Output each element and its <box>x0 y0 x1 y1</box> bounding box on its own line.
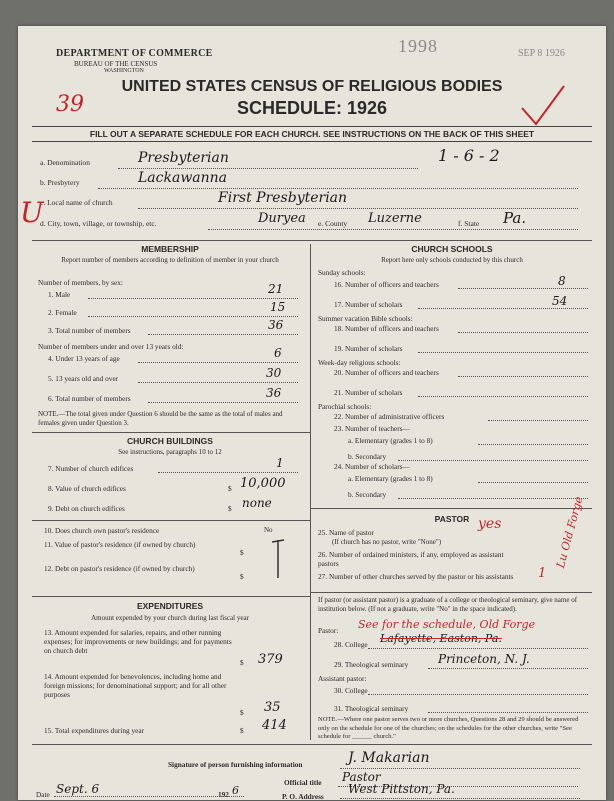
buildings-sub: See instructions, paragraphs 10 to 12 <box>118 448 222 456</box>
schools-sub: Report here only schools conducted by this church <box>381 256 523 264</box>
q18-label: 18. Number of officers and teachers <box>334 324 439 333</box>
age-label: Number of members under and over 13 years old: <box>38 342 184 351</box>
q2-value[interactable]: 15 <box>270 300 286 314</box>
schedule-title: SCHEDULE: 1926 <box>236 98 388 118</box>
q22-label: 22. Number of administrative officers <box>334 412 445 421</box>
q14-dollar: $ <box>240 708 244 717</box>
date-value[interactable]: Sept. 6 <box>56 782 100 796</box>
q14-value[interactable]: 35 <box>264 700 281 715</box>
q26-label: 26. Number of ordained ministers, if any, employed as assistant pastors <box>318 550 504 568</box>
assistant-label: Assistant pastor: <box>318 674 367 683</box>
date-label: Date <box>36 790 50 799</box>
q23a-label: a. Elementary (grades 1 to 8) <box>348 436 433 445</box>
stamp-number: 1998 <box>398 36 438 56</box>
year-label: 192 <box>218 790 229 799</box>
q21-label: 21. Number of scholars <box>334 388 403 397</box>
q15-dollar: $ <box>240 726 244 735</box>
q16-value[interactable]: 8 <box>558 274 566 288</box>
official-title-label: Official title <box>284 778 322 787</box>
q29-label: 29. Theological seminary <box>334 660 409 669</box>
presbytery-label: b. Presbytery <box>40 178 80 187</box>
q20-label: 20. Number of officers and teachers <box>334 368 439 377</box>
denomination-label: a. Denomination <box>40 158 90 167</box>
city-field-label: d. City, town, village, or township, etc. <box>40 219 157 228</box>
buildings-heading: CHURCH BUILDINGS <box>127 436 213 446</box>
q9-label: 9. Debt on church edifices <box>48 504 125 513</box>
year-digit[interactable]: 6 <box>232 784 239 797</box>
q25-label: 25. Name of pastor <box>318 528 374 537</box>
code-note: 1 - 6 - 2 <box>438 146 500 165</box>
county-label: e. County <box>318 219 348 228</box>
q15-value[interactable]: 414 <box>262 718 287 733</box>
q13-label: 13. Amount expended for salaries, repairs, and other running expenses; for improvements or new buildings; and for payments on church debt <box>44 628 232 655</box>
address-label: P. O. Address <box>282 792 324 801</box>
q24-label: 24. Number of scholars— <box>334 462 410 471</box>
membership-sub: Report number of members according to definition of member in your church <box>61 256 279 264</box>
q19-label: 19. Number of scholars <box>334 344 403 353</box>
pastor-note-text: NOTE.—Where one pastor serves two or more churches, Questions 28 and 29 should be answered only on the schedule for one of the churches; on the schedules for the other churches, write "See schedule for ______ church." <box>318 716 579 740</box>
county-value[interactable]: Luzerne <box>368 211 422 226</box>
q5-value[interactable]: 30 <box>266 366 282 380</box>
city-label: WASHINGTON <box>104 68 144 74</box>
membership-heading: MEMBERSHIP <box>141 244 199 254</box>
q11-dollar: $ <box>240 548 244 557</box>
q12-label: 12. Debt on pastor's residence (if owned by church) <box>44 564 195 573</box>
q5-label: 5. 13 years old and over <box>48 374 119 383</box>
received-stamp: SEP 8 1926 <box>518 48 565 59</box>
q27-label: 27. Number of other churches served by the pastor or his assistants <box>318 572 514 581</box>
q3-label: 3. Total number of members <box>48 326 131 335</box>
q31-label: 31. Theological seminary <box>334 704 409 713</box>
margin-code: U <box>20 196 44 229</box>
pastor-label: Pastor: <box>318 626 339 635</box>
census-form <box>18 26 606 800</box>
by-sex-label: Number of members, by sex: <box>38 278 123 287</box>
q10-label: 10. Does church own pastor's residence <box>44 526 160 535</box>
address-value[interactable]: West Pittston, Pa. <box>348 782 455 796</box>
q1-label: 1. Male <box>48 290 71 299</box>
q23-label: 23. Number of teachers— <box>334 424 410 433</box>
denomination-value[interactable]: Presbyterian <box>138 150 229 166</box>
q12-dollar: $ <box>240 572 244 581</box>
membership-note: NOTE.—The total given under Question 6 should be the same as the total of males and females given under Question 3. <box>38 410 283 427</box>
q2-label: 2. Female <box>48 308 77 317</box>
expenditures-sub: Amount expended by your church during last fiscal year <box>91 614 249 622</box>
q24a-label: a. Elementary (grades 1 to 8) <box>348 474 433 483</box>
schools-heading: CHURCH SCHOOLS <box>411 244 493 254</box>
q6-value[interactable]: 36 <box>266 386 282 400</box>
q4-value[interactable]: 6 <box>274 346 282 360</box>
college-note: If pastor (or assistant pastor) is a graduate of a college or theological seminary, give name of institution below. (If not a graduate, write "No" in the space indicated). <box>318 596 578 613</box>
q10-value[interactable]: No <box>264 526 273 534</box>
q6-label: 6. Total number of members <box>48 394 131 403</box>
side-note: Lu Old Forge <box>554 495 586 570</box>
q30-label: 30. College <box>334 686 368 695</box>
expenditures-heading: EXPENDITURES <box>136 601 204 611</box>
signature-value[interactable]: J. Makarian <box>348 750 430 766</box>
q4-label: 4. Under 13 years of age <box>48 354 120 363</box>
instruction-banner: FILL OUT A SEPARATE SCHEDULE FOR EACH CHURCH. SEE INSTRUCTIONS ON THE BACK OF THIS SHEET <box>32 126 592 142</box>
q17-value[interactable]: 54 <box>552 294 568 308</box>
state-value[interactable]: Pa. <box>503 209 527 227</box>
church-name-value[interactable]: First Presbyterian <box>218 190 348 206</box>
q9-value[interactable]: none <box>242 496 272 510</box>
q23b-label: b. Secondary <box>348 452 387 461</box>
q24b-label: b. Secondary <box>348 490 387 499</box>
q28-label: 28. College <box>334 640 368 649</box>
q16-label: 16. Number of officers and teachers <box>334 280 439 289</box>
parochial-label: Parochial schools: <box>318 402 372 411</box>
q25-value[interactable]: yes <box>478 516 502 532</box>
q9-dollar: $ <box>228 504 232 513</box>
q17-label: 17. Number of scholars <box>334 300 403 309</box>
q25-sub: (If church has no pastor, write "None") <box>332 538 442 546</box>
q7-value[interactable]: 1 <box>276 456 284 470</box>
pastor-note: See for the schedule, Old Forge <box>358 618 536 631</box>
q29-value[interactable]: Princeton, N. J. <box>438 652 530 666</box>
q11-label: 11. Value of pastor's residence (if owned by church) <box>44 540 196 549</box>
q7-label: 7. Number of church edifices <box>48 464 134 473</box>
dash-mark-icon <box>268 534 288 584</box>
q13-value[interactable]: 379 <box>258 652 283 667</box>
check-mark-icon <box>518 80 568 130</box>
q8-label: 8. Value of church edifices <box>48 484 126 493</box>
signature-label: Signature of person furnishing information <box>168 760 303 769</box>
city-value[interactable]: Duryea <box>258 211 306 226</box>
bureau-label: BUREAU OF THE CENSUS <box>74 60 158 68</box>
sunday-label: Sunday schools: <box>318 268 366 277</box>
state-label: f. State <box>458 219 480 228</box>
pastor-heading: PASTOR <box>434 514 470 524</box>
q15-label: 15. Total expenditures during year <box>44 726 145 735</box>
church-name-label: c. Local name of church <box>40 198 113 207</box>
q27-value[interactable]: 1 <box>538 566 547 581</box>
summer-label: Summer vacation Bible schools: <box>318 314 413 323</box>
q14-label: 14. Amount expended for benevolences, including home and foreign missions; for denominational support; and for all other purposes <box>44 672 227 699</box>
weekday-label: Week-day religious schools: <box>318 358 401 367</box>
department-label: DEPARTMENT OF COMMERCE <box>56 48 213 59</box>
margin-note: 39 <box>56 92 84 117</box>
q13-dollar: $ <box>240 658 244 667</box>
form-title: UNITED STATES CENSUS OF RELIGIOUS BODIES <box>121 78 503 95</box>
q3-value[interactable]: 36 <box>268 318 284 332</box>
q8-dollar: $ <box>228 484 232 493</box>
q28-value[interactable]: Lafayette, Easton, Pa. <box>380 632 502 645</box>
q1-value[interactable]: 21 <box>268 282 284 296</box>
presbytery-value[interactable]: Lackawanna <box>138 170 228 186</box>
official-title-value[interactable]: Pastor <box>342 770 381 784</box>
q8-value[interactable]: 10,000 <box>240 476 286 491</box>
